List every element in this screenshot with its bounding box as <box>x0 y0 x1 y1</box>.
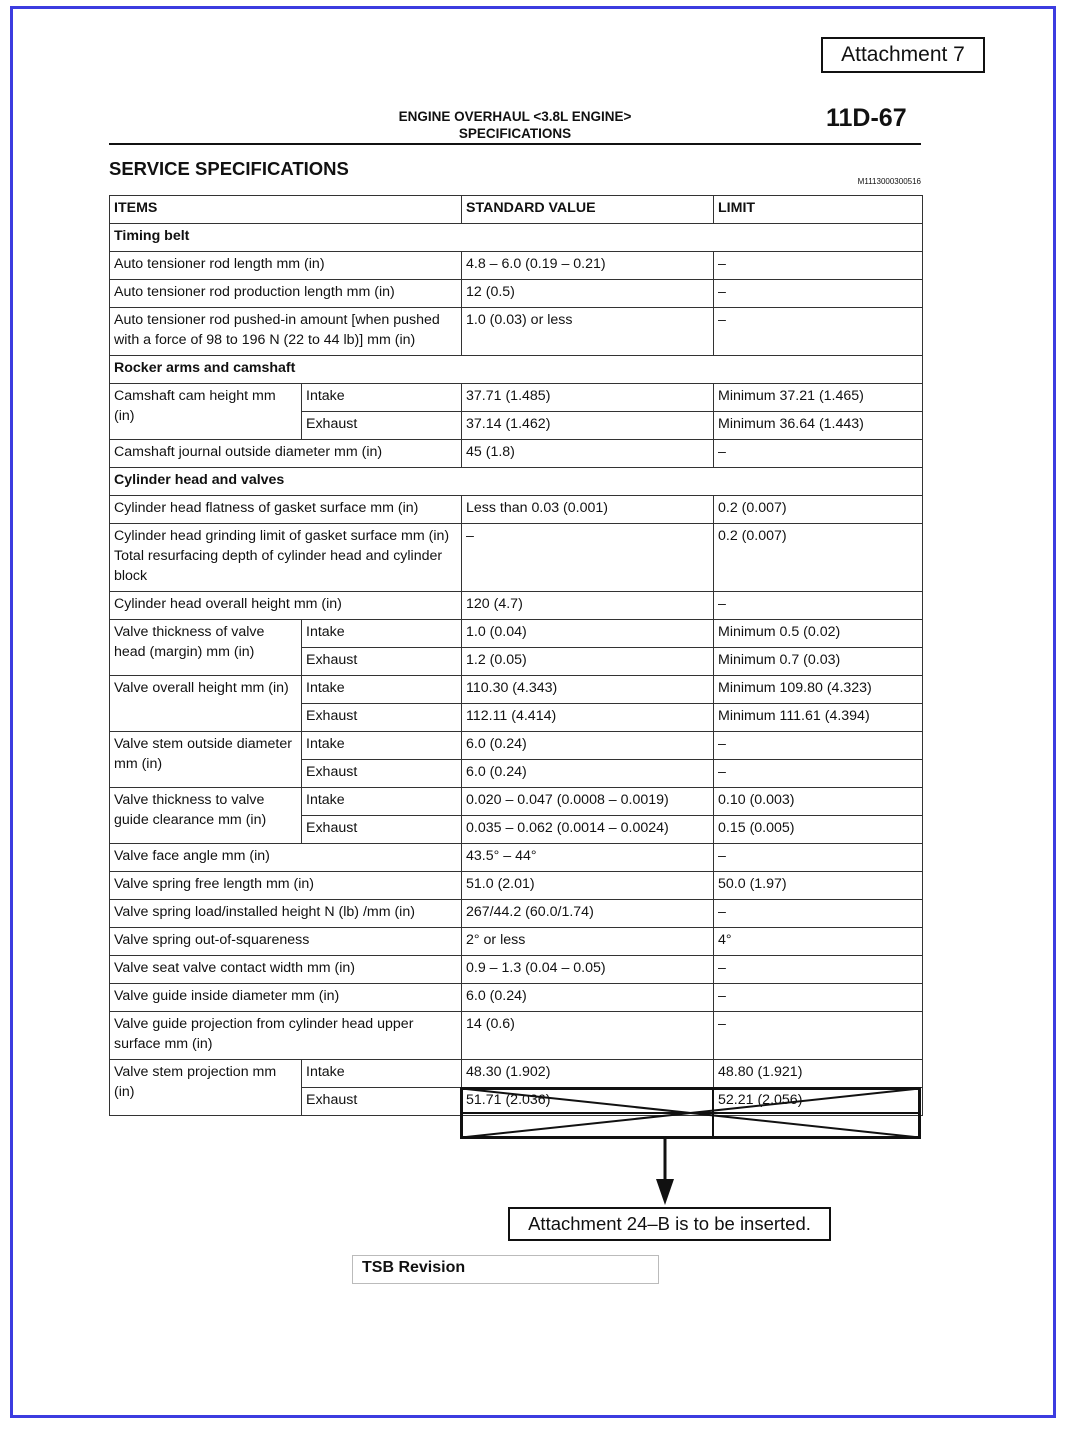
standard-cell: 48.30 (1.902) <box>462 1060 714 1088</box>
standard-cell: 0.020 – 0.047 (0.0008 – 0.0019) <box>462 788 714 816</box>
limit-cell: – <box>714 844 923 872</box>
standard-cell: 6.0 (0.24) <box>462 732 714 760</box>
item-cell: Valve thickness of valve head (margin) mm (in) <box>110 620 302 676</box>
page-number: 11D-67 <box>826 104 907 132</box>
limit-cell: 0.2 (0.007) <box>714 496 923 524</box>
table-row <box>110 496 923 524</box>
section-row <box>110 356 923 384</box>
limit-cell: – <box>714 732 923 760</box>
limit-cell: Minimum 36.64 (1.443) <box>714 412 923 440</box>
standard-cell: 2° or less <box>462 928 714 956</box>
item-cell: Valve spring load/installed height N (lb) /mm (in) <box>110 900 462 928</box>
limit-cell: – <box>714 900 923 928</box>
sub-item-cell: Exhaust <box>302 412 462 440</box>
item-cell: Valve overall height mm (in) <box>110 676 302 732</box>
item-cell: Auto tensioner rod pushed-in amount [when pushed with a force of 98 to 196 N (22 to 44 lb)] mm (in) <box>110 308 462 356</box>
table-header-row <box>110 196 923 224</box>
item-cell: Valve spring free length mm (in) <box>110 872 462 900</box>
sub-item-cell: Exhaust <box>302 760 462 788</box>
limit-cell: – <box>714 308 923 356</box>
table-row <box>110 732 923 760</box>
standard-cell: 120 (4.7) <box>462 592 714 620</box>
header-subtitle: SPECIFICATIONS <box>458 126 572 141</box>
standard-cell: 1.0 (0.03) or less <box>462 308 714 356</box>
sub-item-cell: Exhaust <box>302 816 462 844</box>
sub-item-cell: Intake <box>302 732 462 760</box>
section-label: Cylinder head and valves <box>110 468 923 496</box>
item-cell: Valve stem projection mm (in) <box>110 1060 302 1116</box>
table-row <box>110 900 923 928</box>
standard-cell: 37.71 (1.485) <box>462 384 714 412</box>
limit-cell: – <box>714 984 923 1012</box>
item-cell: Auto tensioner rod length mm (in) <box>110 252 462 280</box>
standard-cell: 51.0 (2.01) <box>462 872 714 900</box>
limit-cell: Minimum 0.7 (0.03) <box>714 648 923 676</box>
header-limit: LIMIT <box>714 196 923 224</box>
item-cell: Valve seat valve contact width mm (in) <box>110 956 462 984</box>
standard-cell: Less than 0.03 (0.001) <box>462 496 714 524</box>
item-cell: Camshaft journal outside diameter mm (in) <box>110 440 462 468</box>
page-header <box>330 108 700 142</box>
table-row <box>110 280 923 308</box>
standard-cell: – <box>462 524 714 592</box>
standard-cell: 6.0 (0.24) <box>462 760 714 788</box>
limit-cell: – <box>714 440 923 468</box>
item-cell: Cylinder head flatness of gasket surface mm (in) <box>110 496 462 524</box>
standard-cell: 1.0 (0.04) <box>462 620 714 648</box>
standard-cell: 110.30 (4.343) <box>462 676 714 704</box>
section-row <box>110 224 923 252</box>
limit-cell: 0.10 (0.003) <box>714 788 923 816</box>
section-title: SERVICE SPECIFICATIONS <box>109 158 349 179</box>
limit-cell: – <box>714 760 923 788</box>
sub-item-cell: Exhaust <box>302 648 462 676</box>
item-cell: Valve guide projection from cylinder head upper surface mm (in) <box>110 1012 462 1060</box>
header-items: ITEMS <box>110 196 462 224</box>
sub-item-cell: Exhaust <box>302 1088 462 1116</box>
table-row <box>110 1060 923 1088</box>
limit-cell: – <box>714 252 923 280</box>
limit-cell: 52.21 (2.056) <box>714 1088 923 1116</box>
table-row <box>110 308 923 356</box>
item-cell: Valve thickness to valve guide clearance mm (in) <box>110 788 302 844</box>
sub-item-cell: Exhaust <box>302 704 462 732</box>
item-cell: Valve face angle mm (in) <box>110 844 462 872</box>
table-row <box>110 956 923 984</box>
limit-cell: Minimum 37.21 (1.465) <box>714 384 923 412</box>
table-row <box>110 620 923 648</box>
limit-cell: 0.2 (0.007) <box>714 524 923 592</box>
limit-cell: Minimum 111.61 (4.394) <box>714 704 923 732</box>
table-row <box>110 1012 923 1060</box>
sub-item-cell: Intake <box>302 620 462 648</box>
standard-cell: 112.11 (4.414) <box>462 704 714 732</box>
table-row <box>110 676 923 704</box>
document-code: M1113000300516 <box>857 177 921 186</box>
standard-cell: 45 (1.8) <box>462 440 714 468</box>
table-row <box>110 928 923 956</box>
sub-item-cell: Intake <box>302 1060 462 1088</box>
table-row <box>110 252 923 280</box>
limit-cell: Minimum 0.5 (0.02) <box>714 620 923 648</box>
arrow-down-icon <box>645 1139 685 1209</box>
limit-cell: 0.15 (0.005) <box>714 816 923 844</box>
table-row <box>110 984 923 1012</box>
standard-cell: 51.71 (2.036) <box>462 1088 714 1116</box>
sub-item-cell: Intake <box>302 384 462 412</box>
standard-cell: 43.5° – 44° <box>462 844 714 872</box>
attachment-label: Attachment 7 <box>821 37 985 73</box>
table-row <box>110 592 923 620</box>
item-cell: Auto tensioner rod production length mm (in) <box>110 280 462 308</box>
section-label: Rocker arms and camshaft <box>110 356 923 384</box>
standard-cell: 14 (0.6) <box>462 1012 714 1060</box>
sub-item-cell: Intake <box>302 676 462 704</box>
item-cell: Camshaft cam height mm (in) <box>110 384 302 440</box>
insert-note: Attachment 24–B is to be inserted. <box>508 1207 831 1241</box>
table-row <box>110 384 923 412</box>
header-rule <box>109 143 921 145</box>
table-row <box>110 788 923 816</box>
standard-cell: 6.0 (0.24) <box>462 984 714 1012</box>
section-label: Timing belt <box>110 224 923 252</box>
standard-cell: 4.8 – 6.0 (0.19 – 0.21) <box>462 252 714 280</box>
item-cell: Valve stem outside diameter mm (in) <box>110 732 302 788</box>
specifications-table <box>109 195 923 1116</box>
limit-cell: – <box>714 956 923 984</box>
sub-item-cell: Intake <box>302 788 462 816</box>
limit-cell: 50.0 (1.97) <box>714 872 923 900</box>
limit-cell: – <box>714 592 923 620</box>
table-row <box>110 872 923 900</box>
standard-cell: 267/44.2 (60.0/1.74) <box>462 900 714 928</box>
item-cell: Cylinder head overall height mm (in) <box>110 592 462 620</box>
standard-cell: 0.9 – 1.3 (0.04 – 0.05) <box>462 956 714 984</box>
header-standard-value: STANDARD VALUE <box>462 196 714 224</box>
item-cell: Cylinder head grinding limit of gasket surface mm (in) Total resurfacing depth of cylinder head and cylinder block <box>110 524 462 592</box>
limit-cell: 4° <box>714 928 923 956</box>
limit-cell: – <box>714 1012 923 1060</box>
section-row <box>110 468 923 496</box>
table-row <box>110 440 923 468</box>
standard-cell: 1.2 (0.05) <box>462 648 714 676</box>
tsb-revision-box: TSB Revision <box>352 1255 659 1284</box>
limit-cell: – <box>714 280 923 308</box>
item-cell: Valve spring out-of-squareness <box>110 928 462 956</box>
limit-cell: 48.80 (1.921) <box>714 1060 923 1088</box>
header-title: ENGINE OVERHAUL <3.8L ENGINE> <box>398 109 632 124</box>
table-row <box>110 524 923 592</box>
standard-cell: 0.035 – 0.062 (0.0014 – 0.0024) <box>462 816 714 844</box>
standard-cell: 37.14 (1.462) <box>462 412 714 440</box>
table-row <box>110 844 923 872</box>
limit-cell: Minimum 109.80 (4.323) <box>714 676 923 704</box>
item-cell: Valve guide inside diameter mm (in) <box>110 984 462 1012</box>
standard-cell: 12 (0.5) <box>462 280 714 308</box>
strikeout-box <box>460 1087 921 1139</box>
